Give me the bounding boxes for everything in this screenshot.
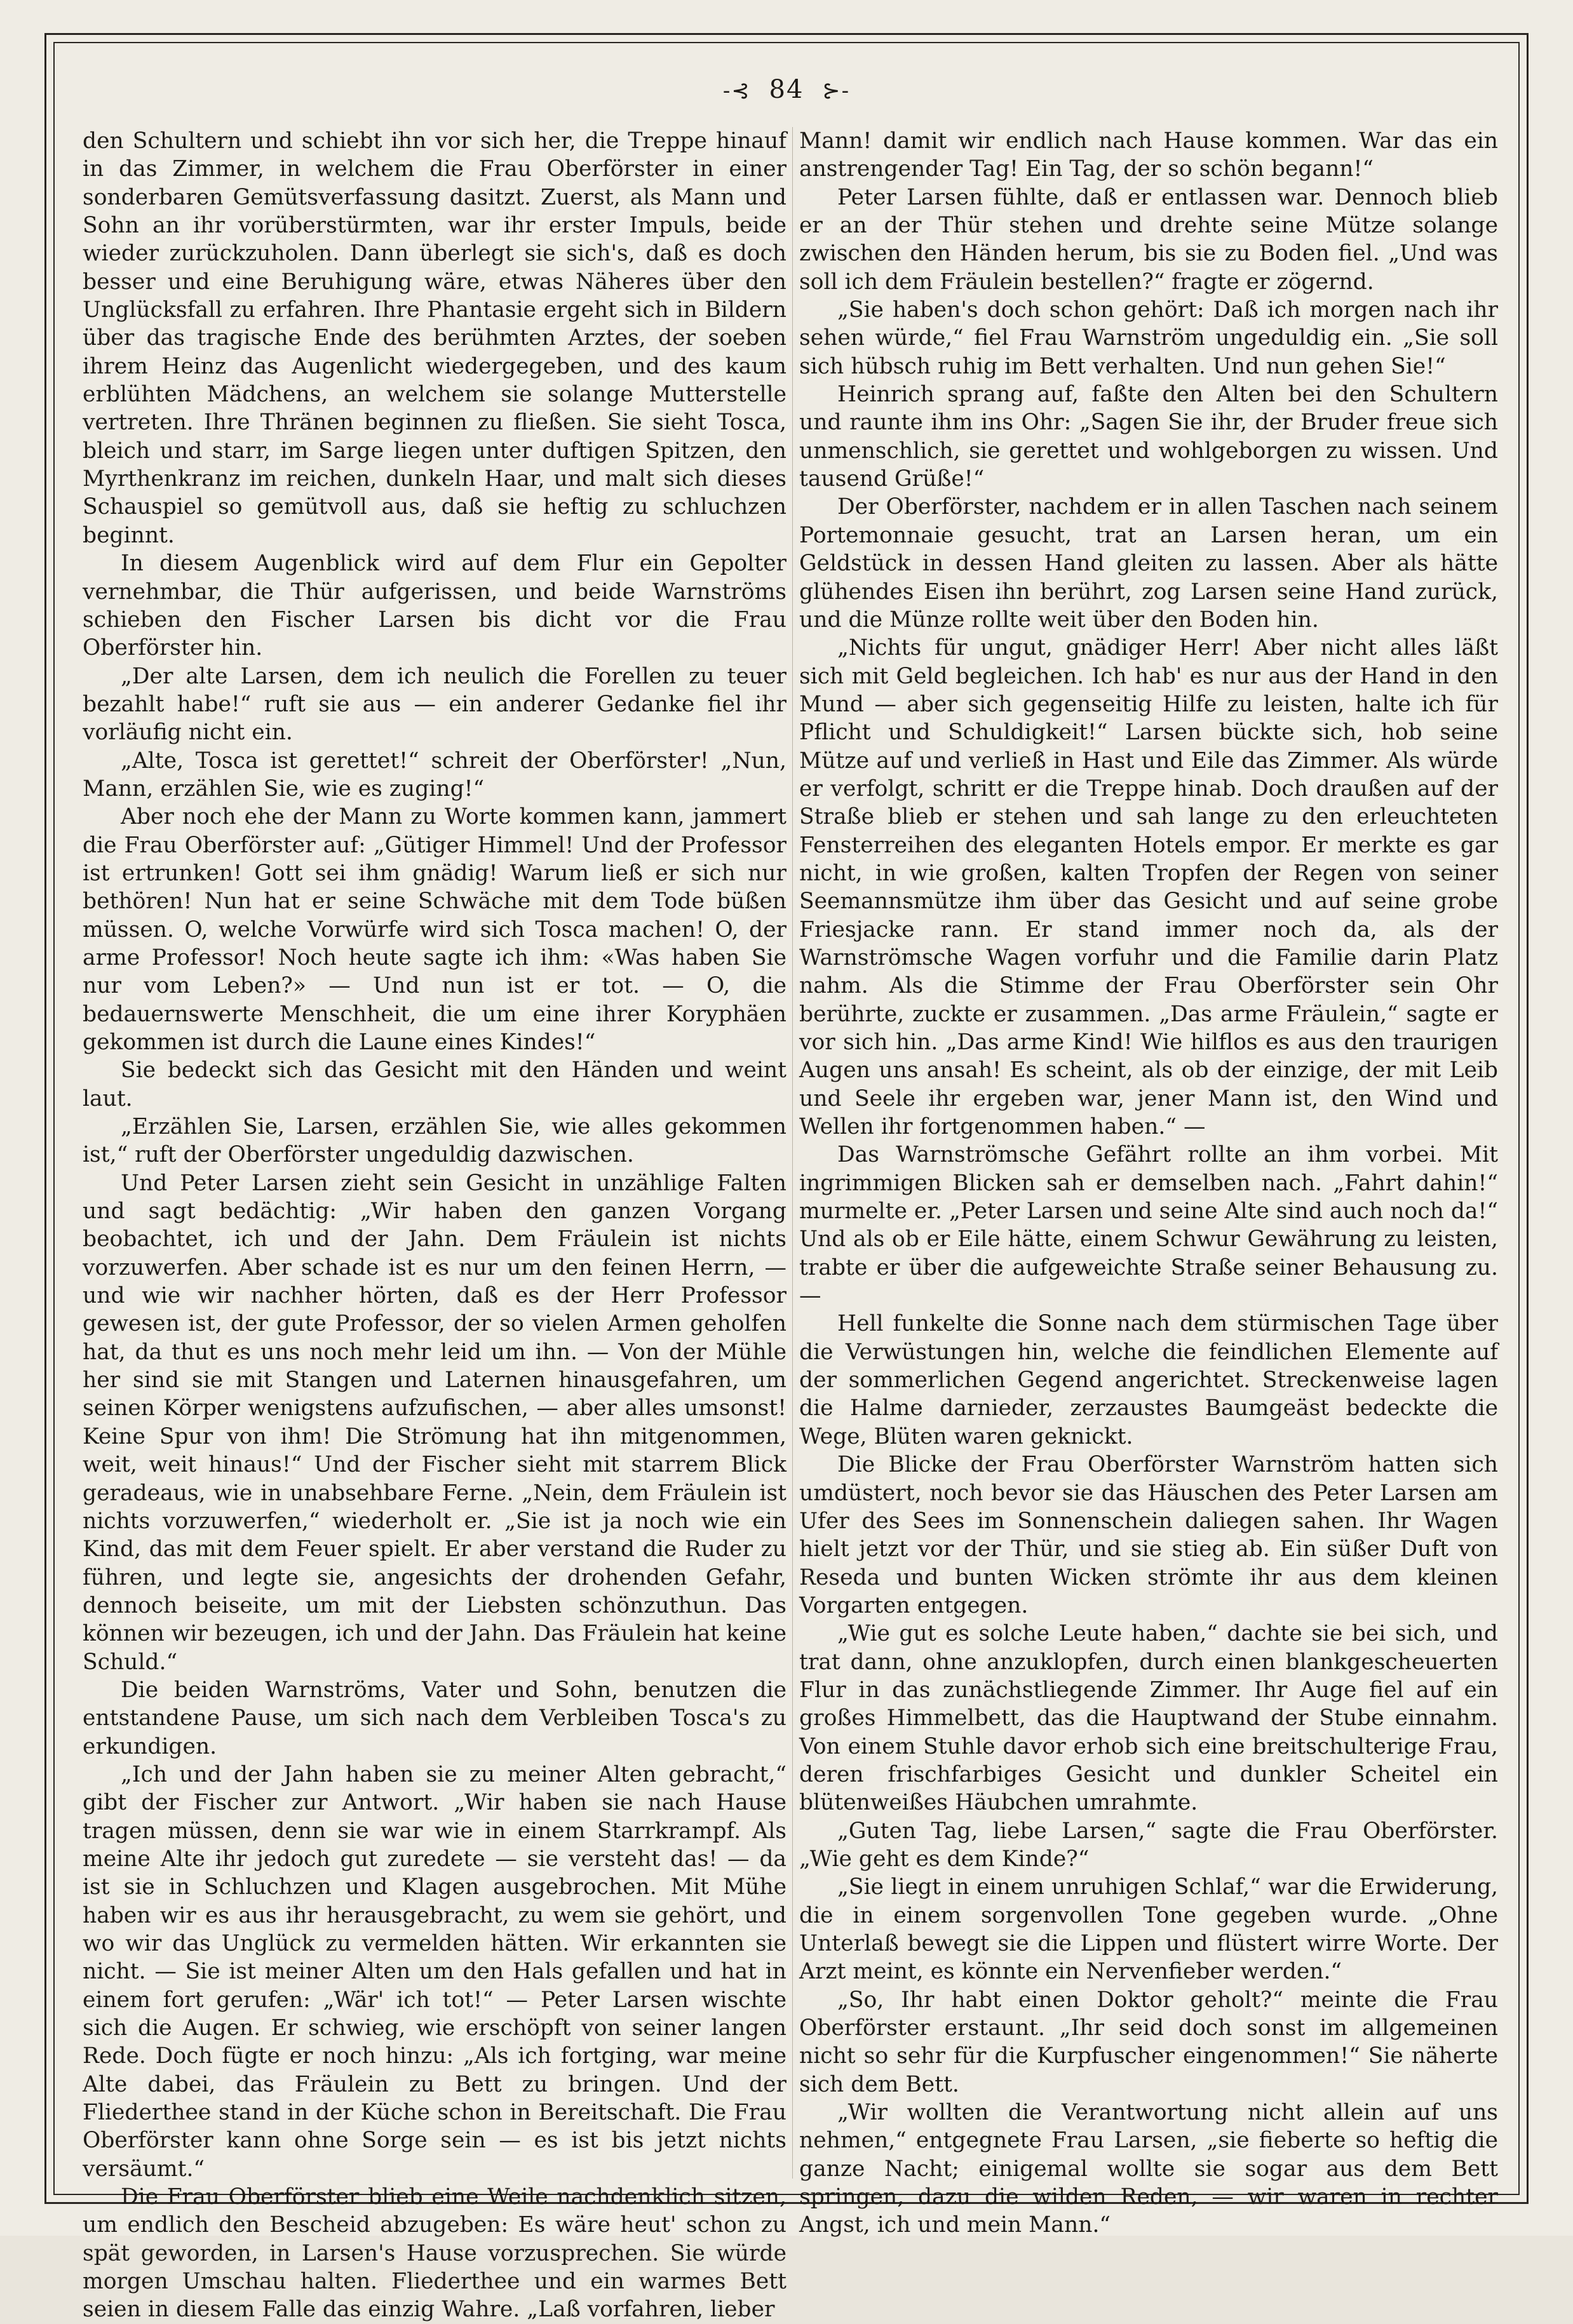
paragraph: „Nichts für ungut, gnädiger Herr! Aber nicht alles läßt sich mit Geld begleichen. Ich hab' es nur aus der Hand in den Mund — aber sich gegenseitig Hilfe zu leisten, halte ich für Pflicht und Schuldigkeit!“ Larsen bückte sich, hob seine Mütze auf und verließ in Hast und Eile das Zimmer. Als würde er verfolgt, schritt er die Treppe hinab. Doch draußen auf der Straße blieb er stehen und sah lange zu den erleuchteten Fensterreihen des eleganten Hotels empor. Er merkte es gar nicht, in wie großen, kalten Tropfen der Regen von seiner Seemannsmütze ihm über das Gesicht und auf seine grobe Friesjacke rann. Er stand immer noch da, als der Warnströmsche Wagen vorfuhr und die Familie darin Platz nahm. Als die Stimme der Frau Oberförster sein Ohr berührte, zuckte er zusammen. „Das arme Fräulein,“ sagte er vor sich hin. „Das arme Kind! Wie hilflos es aus den traurigen Augen uns ansah! Es scheint, als ob der einzige, der mit Leib und Seele ihr ergeben war, jener Mann ist, den Wind und Wellen ihr fortgenommen haben.“ — bbox=[799, 635, 1498, 1140]
paragraph: „Erzählen Sie, Larsen, erzählen Sie, wie alles gekommen ist,“ ruft der Oberförster ungeduldig dazwischen. bbox=[83, 1114, 786, 1168]
right-ornament: ⊱- bbox=[822, 78, 851, 104]
paragraph: „Wie gut es solche Leute haben,“ dachte sie bei sich, und trat dann, ohne anzuklopfen, durch einen blankgescheuerten Flur in das zunächstliegende Zimmer. Ihr Auge fiel auf ein großes Himmelbett, das die Hauptwand der Stube einnahm. Von einem Stuhle davor erhob sich eine breitschulterige Frau, deren frischfarbiges Gesicht und dunkler Scheitel ein blütenweißes Häubchen umrahmte. bbox=[799, 1621, 1498, 1816]
paragraph: „Wir wollten die Verantwortung nicht allein auf uns nehmen,“ entgegnete Frau Larsen, „sie fieberte so heftig die ganze Nacht; einigemal wollte sie sogar aus dem Bett springen, dazu die wilden Reden, — wir waren in rechter Angst, ich und mein Mann.“ bbox=[799, 2100, 1498, 2238]
paragraph: Und Peter Larsen zieht sein Gesicht in unzählige Falten und sagt bedächtig: „Wir haben den ganzen Vorgang beobachtet, ich und der Jahn. Dem Fräulein ist nichts vorzuwerfen. Aber schade ist es nur um den feinen Herrn, — und wie wir nachher hörten, daß es der Herr Professor gewesen ist, der gute Professor, der so vielen Armen geholfen hat, da thut es uns noch mehr leid um ihn. — Von der Mühle her sind sie mit Stangen und Laternen hinausgefahren, um seinen Körper wenigstens aufzufischen, — aber alles umsonst! Keine Spur von ihm! Die Strömung hat ihn mitgenommen, weit, weit hinaus!“ Und der Fischer sieht mit starrem Blick geradeaus, wie in unabsehbare Ferne. „Nein, dem Fräulein ist nichts vorzuwerfen,“ wiederholt er. „Sie ist ja noch wie ein Kind, das mit dem Feuer spielt. Er aber verstand die Ruder zu führen, und legte sie, angesichts der drohenden Gefahr, dennoch beiseite, um mit der Liebsten schönzuthun. Das können wir bezeugen, ich und der Jahn. Das Fräulein hat keine Schuld.“ bbox=[83, 1170, 786, 1675]
paragraph: Die Blicke der Frau Oberförster Warnström hatten sich umdüstert, noch bevor sie das Häuschen des Peter Larsen am Ufer des Sees im Sonnenschein daliegen sahen. Ihr Wagen hielt jetzt vor der Thür, und sie stieg ab. Ein süßer Duft von Reseda und bunten Wicken strömte ihr aus dem kleinen Vorgarten entgegen. bbox=[799, 1452, 1498, 1618]
paragraph: Heinrich sprang auf, faßte den Alten bei den Schultern und raunte ihm ins Ohr: „Sagen Sie ihr, der Bruder freue sich unmenschlich, sie gerettet und wohlgeborgen zu wissen. Und tausend Grüße!“ bbox=[799, 382, 1498, 492]
paragraph: „Guten Tag, liebe Larsen,“ sagte die Frau Oberförster. „Wie geht es dem Kinde?“ bbox=[799, 1818, 1498, 1872]
left-ornament: -⊰ bbox=[722, 78, 751, 104]
column-divider bbox=[792, 127, 793, 2179]
paragraph: Die Frau Oberförster blieb eine Weile nachdenklich sitzen, um endlich den Bescheid abzugeben: Es wäre heut' schon zu spät geworden, in Larsen's Hause vorzusprechen. Sie würde morgen Umschau halten. Fliederthee und ein warmes Bett seien in diesem Falle das einzig Wahre. „Laß vorfahren, lieber bbox=[83, 2184, 786, 2323]
paragraph: „Alte, Tosca ist gerettet!“ schreit der Oberförster! „Nun, Mann, erzählen Sie, wie es zuging!“ bbox=[83, 748, 786, 802]
paragraph: „So, Ihr habt einen Doktor geholt?“ meinte die Frau Oberförster erstaunt. „Ihr seid doch sonst im allgemeinen nicht so sehr für die Kurpfuscher eingenommen!“ Sie näherte sich dem Bett. bbox=[799, 1987, 1498, 2097]
paragraph: Sie bedeckt sich das Gesicht mit den Händen und weint laut. bbox=[83, 1058, 786, 1112]
paragraph: den Schultern und schiebt ihn vor sich her, die Treppe hinauf in das Zimmer, in welchem die Frau Oberförster in einer sonderbaren Gemütsverfassung dasitzt. Zuerst, als Mann und Sohn an ihr vorüberstürmten, war ihr erster Impuls, beide wieder zurückzuholen. Dann überlegt sie sich's, daß es doch besser und eine Beruhigung wäre, etwas Näheres über den Unglücksfall zu erfahren. Ihre Phantasie ergeht sich in Bildern über das tragische Ende des berühmten Arztes, der soeben ihrem Heinz das Augenlicht wiedergegeben, und des kaum erblühten Mädchens, an welchem sie solange Mutterstelle vertreten. Ihre Thränen beginnen zu fließen. Sie sieht Tosca, bleich und starr, im Sarge liegen unter duftigen Spitzen, den Myrthenkranz im reichen, dunkeln Haar, und malt sich dieses Schauspiel so gemütvoll aus, daß sie heftig zu schluchzen beginnt. bbox=[83, 128, 786, 548]
paragraph: Der Oberförster, nachdem er in allen Taschen nach seinem Portemonnaie gesucht, trat an Larsen heran, um ein Geldstück in dessen Hand gleiten zu lassen. Aber als hätte glühendes Eisen ihn berührt, zog Larsen seine Hand zurück, und die Münze rollte weit über den Boden hin. bbox=[799, 494, 1498, 633]
right-column bbox=[799, 127, 1498, 2238]
paragraph: Mann! damit wir endlich nach Hause kommen. War das ein anstrengender Tag! Ein Tag, der so schön begann!“ bbox=[799, 128, 1498, 182]
page-header bbox=[0, 75, 1573, 104]
paragraph: Peter Larsen fühlte, daß er entlassen war. Dennoch blieb er an der Thür stehen und drehte seine Mütze solange zwischen den Händen herum, bis sie zu Boden fiel. „Und was soll ich dem Fräulein bestellen?“ fragte er zögernd. bbox=[799, 184, 1498, 295]
paragraph: „Sie liegt in einem unruhigen Schlaf,“ war die Erwiderung, die in einem sorgenvollen Tone gegeben wurde. „Ohne Unterlaß bewegt sie die Lippen und flüstert wirre Worte. Der Arzt meint, es könnte ein Nervenfieber werden.“ bbox=[799, 1874, 1498, 1985]
paragraph: Die beiden Warnströms, Vater und Sohn, benutzen die entstandene Pause, um sich nach dem Verbleiben Tosca's zu erkundigen. bbox=[83, 1677, 786, 1759]
paragraph: „Der alte Larsen, dem ich neulich die Forellen zu teuer bezahlt habe!“ ruft sie aus — ein anderer Gedanke fiel ihr vorläufig nicht ein. bbox=[83, 663, 786, 746]
paragraph: Aber noch ehe der Mann zu Worte kommen kann, jammert die Frau Oberförster auf: „Gütiger Himmel! Und der Professor ist ertrunken! Gott sei ihm gnädig! Warum ließ er sich nur bethören! Nun hat er seine Schwäche mit dem Tode büßen müssen. O, welche Vorwürfe wird sich Tosca machen! O, der arme Professor! Noch heute sagte ich ihm: «Was haben Sie nur vom Leben?» — Und nun ist er tot. — O, die bedauernswerte Menschheit, die um eine ihrer Koryphäen gekommen ist durch die Laune eines Kindes!“ bbox=[83, 804, 786, 1055]
paragraph: Hell funkelte die Sonne nach dem stürmischen Tage über die Verwüstungen hin, welche die feindlichen Elemente auf der sommerlichen Gegend angerichtet. Streckenweise lagen die Halme darnieder, zerzaustes Baumgeäst bedeckte die Wege, Blüten waren geknickt. bbox=[799, 1311, 1498, 1449]
left-column bbox=[83, 127, 786, 2323]
paragraph: „Sie haben's doch schon gehört: Daß ich morgen nach ihr sehen würde,“ fiel Frau Warnström ungeduldig ein. „Sie soll sich hübsch ruhig im Bett verhalten. Und nun gehen Sie!“ bbox=[799, 297, 1498, 379]
paragraph: Das Warnströmsche Gefährt rollte an ihm vorbei. Mit ingrimmigen Blicken sah er demselben nach. „Fahrt dahin!“ murmelte er. „Peter Larsen und seine Alte sind auch noch da!“ Und als ob er Eile hätte, einem Schwur Gewährung zu leisten, trabte er über die aufgeweichte Straße seiner Behausung zu. — bbox=[799, 1142, 1498, 1309]
page-number: 84 bbox=[769, 75, 804, 104]
paragraph: In diesem Augenblick wird auf dem Flur ein Gepolter vernehmbar, die Thür aufgerissen, und beide Warnströms schieben den Fischer Larsen bis dicht vor die Frau Oberförster hin. bbox=[83, 551, 786, 661]
paragraph: „Ich und der Jahn haben sie zu meiner Alten gebracht,“ gibt der Fischer zur Antwort. „Wir haben sie nach Hause tragen müssen, denn sie war wie in einem Starrkrampf. Als meine Alte ihr jedoch gut zuredete — sie versteht das! — da ist sie in Schluchzen und Klagen ausgebrochen. Mit Mühe haben wir es aus ihr herausgebracht, zu wem sie gehört, und wo wir das Unglück zu vermelden hätten. Wir erkannten sie nicht. — Sie ist meiner Alten um den Hals gefallen und hat in einem fort gerufen: „Wär' ich tot!“ — Peter Larsen wischte sich die Augen. Er schwieg, wie erschöpft von seiner langen Rede. Doch fügte er noch hinzu: „Als ich fortging, war meine Alte dabei, das Fräulein zu Bett zu bringen. Und der Fliederthee stand in der Küche schon in Bereitschaft. Die Frau Oberförster kann ohne Sorge sein — es ist bis jetzt nichts versäumt.“ bbox=[83, 1761, 786, 2182]
